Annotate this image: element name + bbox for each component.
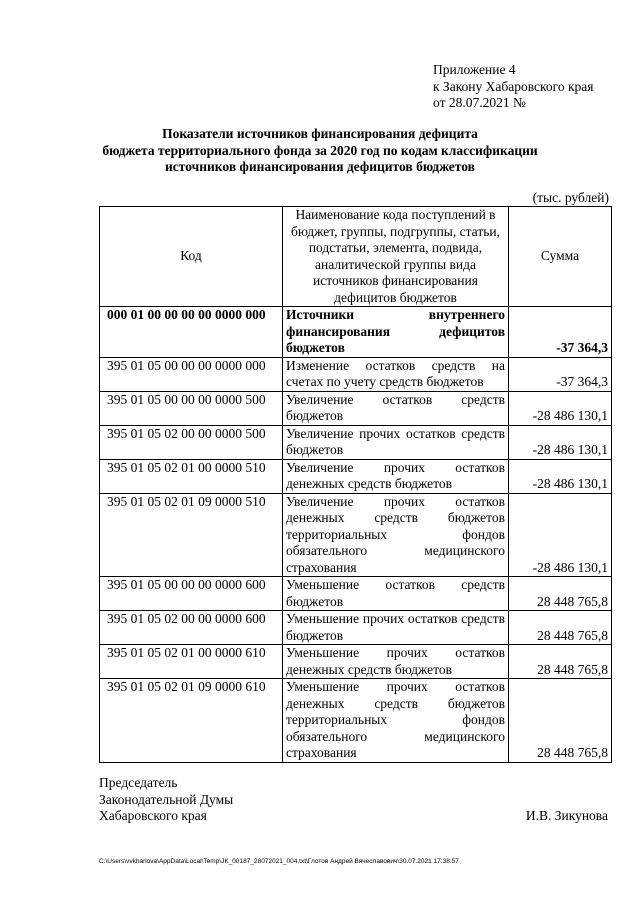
row-name: Источники внутреннего финансирования дефицитов бюджетов xyxy=(283,307,509,358)
table-row xyxy=(100,679,612,763)
appendix-line-2: к Закону Хабаровского края xyxy=(433,78,594,94)
table-row xyxy=(100,425,612,459)
title-line-1: Показатели источников финансирования дефицита xyxy=(162,126,478,141)
row-sum: -37 364,3 xyxy=(509,357,612,391)
signature-block xyxy=(99,775,233,825)
header-sum: Сумма xyxy=(509,207,612,307)
signature-line-2: Законодательной Думы xyxy=(99,791,234,807)
row-code: 395 01 05 02 01 00 0000 510 xyxy=(100,459,283,493)
row-sum: -28 486 130,1 xyxy=(509,459,612,493)
row-name: Уменьшение прочих остатков средств бюджетов xyxy=(283,611,509,645)
row-code: 395 01 05 02 01 00 0000 610 xyxy=(100,645,283,679)
row-sum: -28 486 130,1 xyxy=(509,391,612,425)
row-name: Уменьшение прочих остатков денежных средств бюджетов территориальных фондов обязательного медицинского страхования xyxy=(283,679,509,763)
sources-table xyxy=(99,206,612,763)
row-code: 395 01 05 02 00 00 0000 500 xyxy=(100,425,283,459)
row-sum: 28 448 765,8 xyxy=(509,577,612,611)
table-row xyxy=(100,645,612,679)
row-name: Уменьшение прочих остатков денежных средств бюджетов xyxy=(283,645,509,679)
row-code: 395 01 05 00 00 00 0000 500 xyxy=(100,391,283,425)
appendix-line-1: Приложение 4 xyxy=(433,62,516,77)
row-name: Увеличение остатков средств бюджетов xyxy=(283,391,509,425)
signature-line-1: Председатель xyxy=(99,775,178,790)
row-sum: -28 486 130,1 xyxy=(509,425,612,459)
signatory-name: И.В. Зикунова xyxy=(525,808,608,823)
units-label: (тыс. рублей) xyxy=(532,190,609,205)
table-row xyxy=(100,493,612,577)
row-code: 395 01 05 02 00 00 0000 600 xyxy=(100,611,283,645)
row-code: 395 01 05 02 01 09 0000 610 xyxy=(100,679,283,763)
row-name: Изменение остатков средств на счетах по учету средств бюджетов xyxy=(283,357,509,391)
file-path-footer: C:\Users\vvkharlova\AppData\Local\Temp\JK_00187_28072021_004.txt\Глотов Андрей Вячеславович\30.07.2021 17:38:57 xyxy=(99,858,459,865)
row-name: Уменьшение остатков средств бюджетов xyxy=(283,577,509,611)
table-row xyxy=(100,611,612,645)
row-code: 395 01 05 00 00 00 0000 000 xyxy=(100,357,283,391)
title-line-3: источников финансирования дефицитов бюджетов xyxy=(165,159,475,174)
table-row xyxy=(100,577,612,611)
header-name: Наименование кода поступлений в бюджет, группы, подгруппы, статьи, подстатьи, элемента, подвида, аналитической группы вида источников финансирования дефицитов бюджетов xyxy=(283,207,509,307)
row-sum: -28 486 130,1 xyxy=(509,493,612,577)
row-name: Увеличение прочих остатков средств бюджетов xyxy=(283,425,509,459)
row-name: Увеличение прочих остатков денежных средств бюджетов xyxy=(283,459,509,493)
table-row xyxy=(100,357,612,391)
row-sum: 28 448 765,8 xyxy=(509,679,612,763)
row-sum: 28 448 765,8 xyxy=(509,645,612,679)
table-row xyxy=(100,391,612,425)
row-sum: -37 364,3 xyxy=(509,307,612,358)
row-code: 395 01 05 02 01 09 0000 510 xyxy=(100,493,283,577)
row-code: 000 01 00 00 00 00 0000 000 xyxy=(100,307,283,358)
table-row xyxy=(100,459,612,493)
appendix-line-3: от 28.07.2021 № xyxy=(433,95,526,110)
row-code: 395 01 05 00 00 00 0000 600 xyxy=(100,577,283,611)
row-name: Увеличение прочих остатков денежных средств бюджетов территориальных фондов обязательного медицинского страхования xyxy=(283,493,509,577)
table-header-row xyxy=(100,207,612,307)
row-sum: 28 448 765,8 xyxy=(509,611,612,645)
document-title xyxy=(70,126,570,176)
table-row xyxy=(100,307,612,358)
signature-line-3: Хабаровского края xyxy=(99,808,207,823)
header-code: Код xyxy=(100,207,283,307)
appendix-block xyxy=(433,62,594,112)
title-line-2: бюджета территориального фонда за 2020 год по кодам классификации xyxy=(102,142,538,158)
